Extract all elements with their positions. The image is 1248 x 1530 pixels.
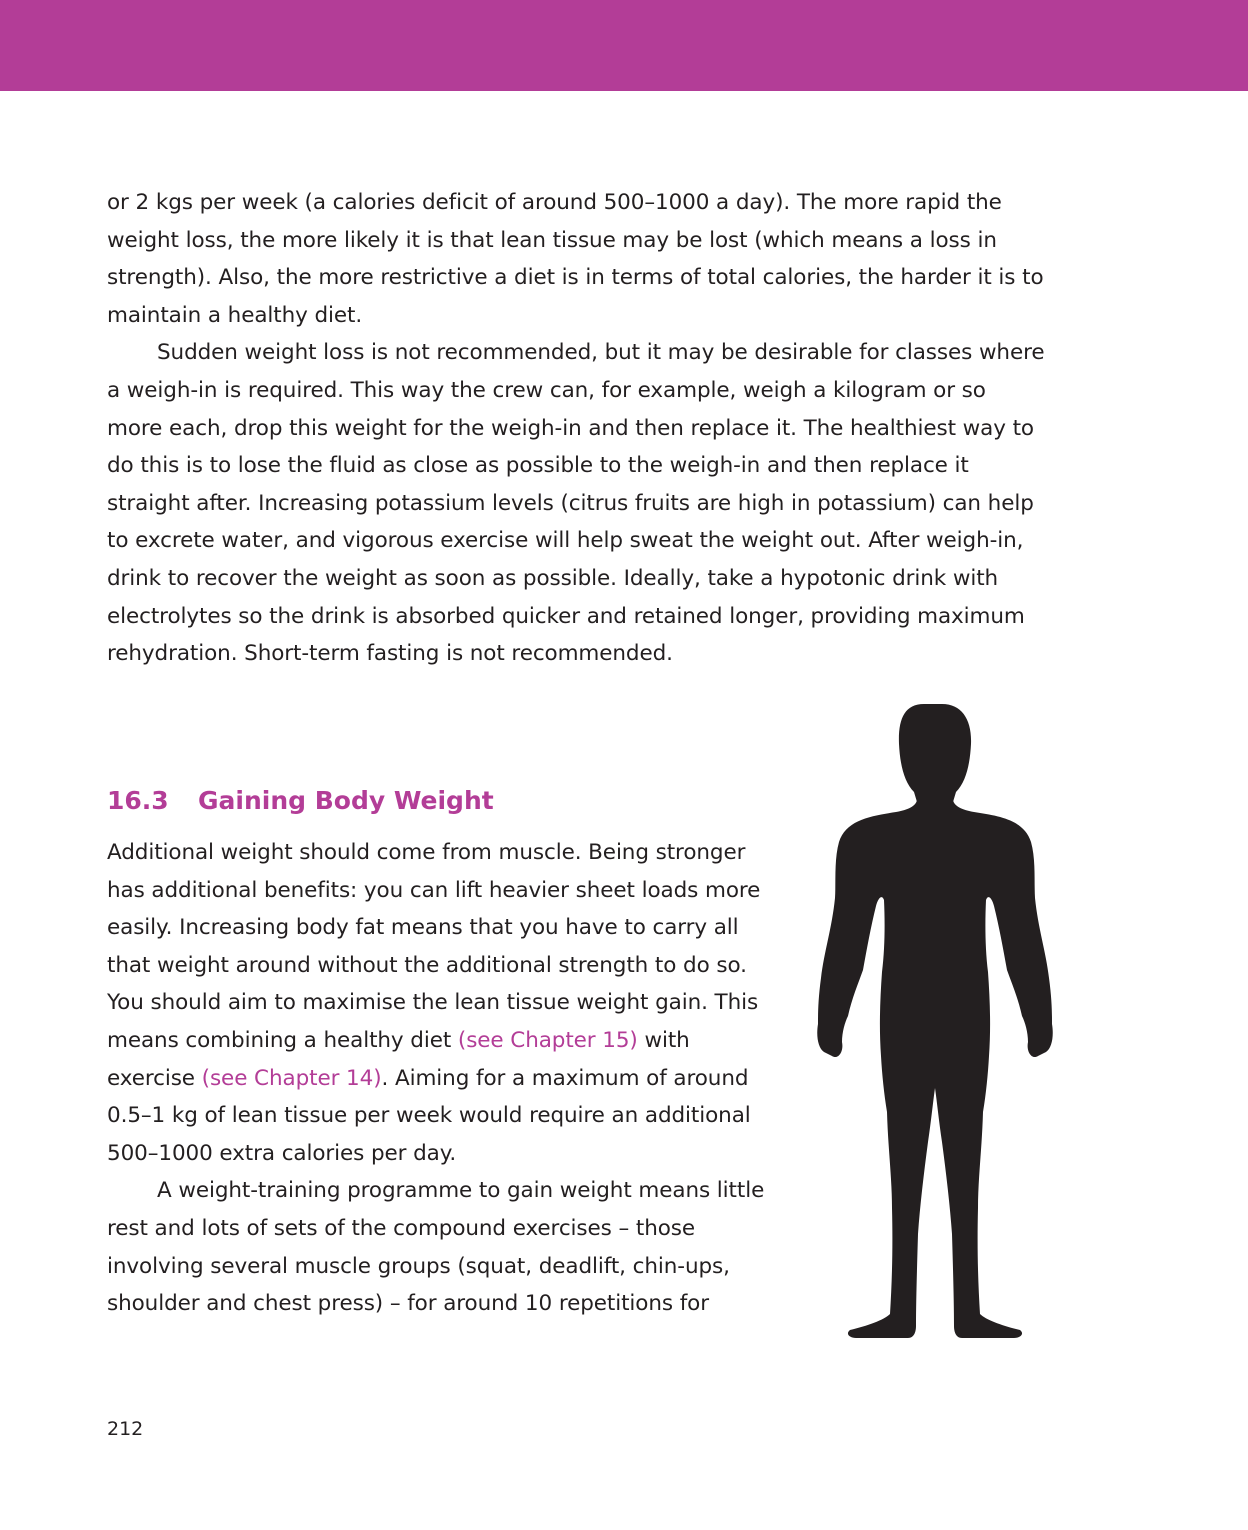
- section-paragraph-1-part-b: with exercise: [107, 1027, 690, 1091]
- section-number: 16.3: [107, 786, 169, 815]
- section-paragraph-2: A weight-training programme to gain weight means little rest and lots of sets of the compound exercises – those involving several muscle groups (squat, deadlift, chin-ups, shoulder and chest press) – for around 10 repetitions for: [107, 1178, 765, 1317]
- section-title: Gaining Body Weight: [198, 786, 494, 815]
- intro-text: [107, 184, 1047, 673]
- header-color-band: [0, 0, 1248, 91]
- human-silhouette-icon: [812, 702, 1058, 1338]
- chapter-15-link[interactable]: (see Chapter 15): [457, 1027, 638, 1053]
- chapter-14-link[interactable]: (see Chapter 14): [201, 1065, 382, 1091]
- section-paragraph-1: [107, 834, 777, 1172]
- intro-paragraph-2: Sudden weight loss is not recommended, but it may be desirable for classes where a weigh-in is required. This way the crew can, for example, weigh a kilogram or so more each, drop this weight for the weigh-in and then replace it. The healthiest way to do this is to lose the fluid as close as possible to the weigh-in and then replace it straight after. Increasing potassium levels (citrus fruits are high in potassium) can help to excrete water, and vigorous exercise will help sweat the weight out. After weigh-in, drink to recover the weight as soon as possible. Ideally, take a hypotonic drink with electrolytes so the drink is absorbed quicker and retained longer, providing maximum rehydration. Short-term fasting is not recommended.: [107, 340, 1045, 667]
- section-paragraph-1-part-c: . Aiming for a maximum of around 0.5–1 kg of lean tissue per week would require an additional 500–1000 extra calories per day.: [107, 1065, 751, 1166]
- section-paragraph-1-part-a: Additional weight should come from muscle. Being stronger has additional benefits: you can lift heavier sheet loads more easily. Increasing body fat means that you have to carry all that weight around without the additional strength to do so. You should aim to maximise the lean tissue weight gain. This means combining a healthy diet: [107, 840, 761, 1053]
- section-text: [107, 834, 777, 1323]
- page-number: 212: [107, 1418, 144, 1440]
- intro-paragraph-1: or 2 kgs per week (a calories deficit of around 500–1000 a day). The more rapid the weight loss, the more likely it is that lean tissue may be lost (which means a loss in strength). Also, the more restrictive a diet is in terms of total calories, the harder it is to maintain a healthy diet.: [107, 190, 1044, 328]
- section-heading: [107, 781, 494, 821]
